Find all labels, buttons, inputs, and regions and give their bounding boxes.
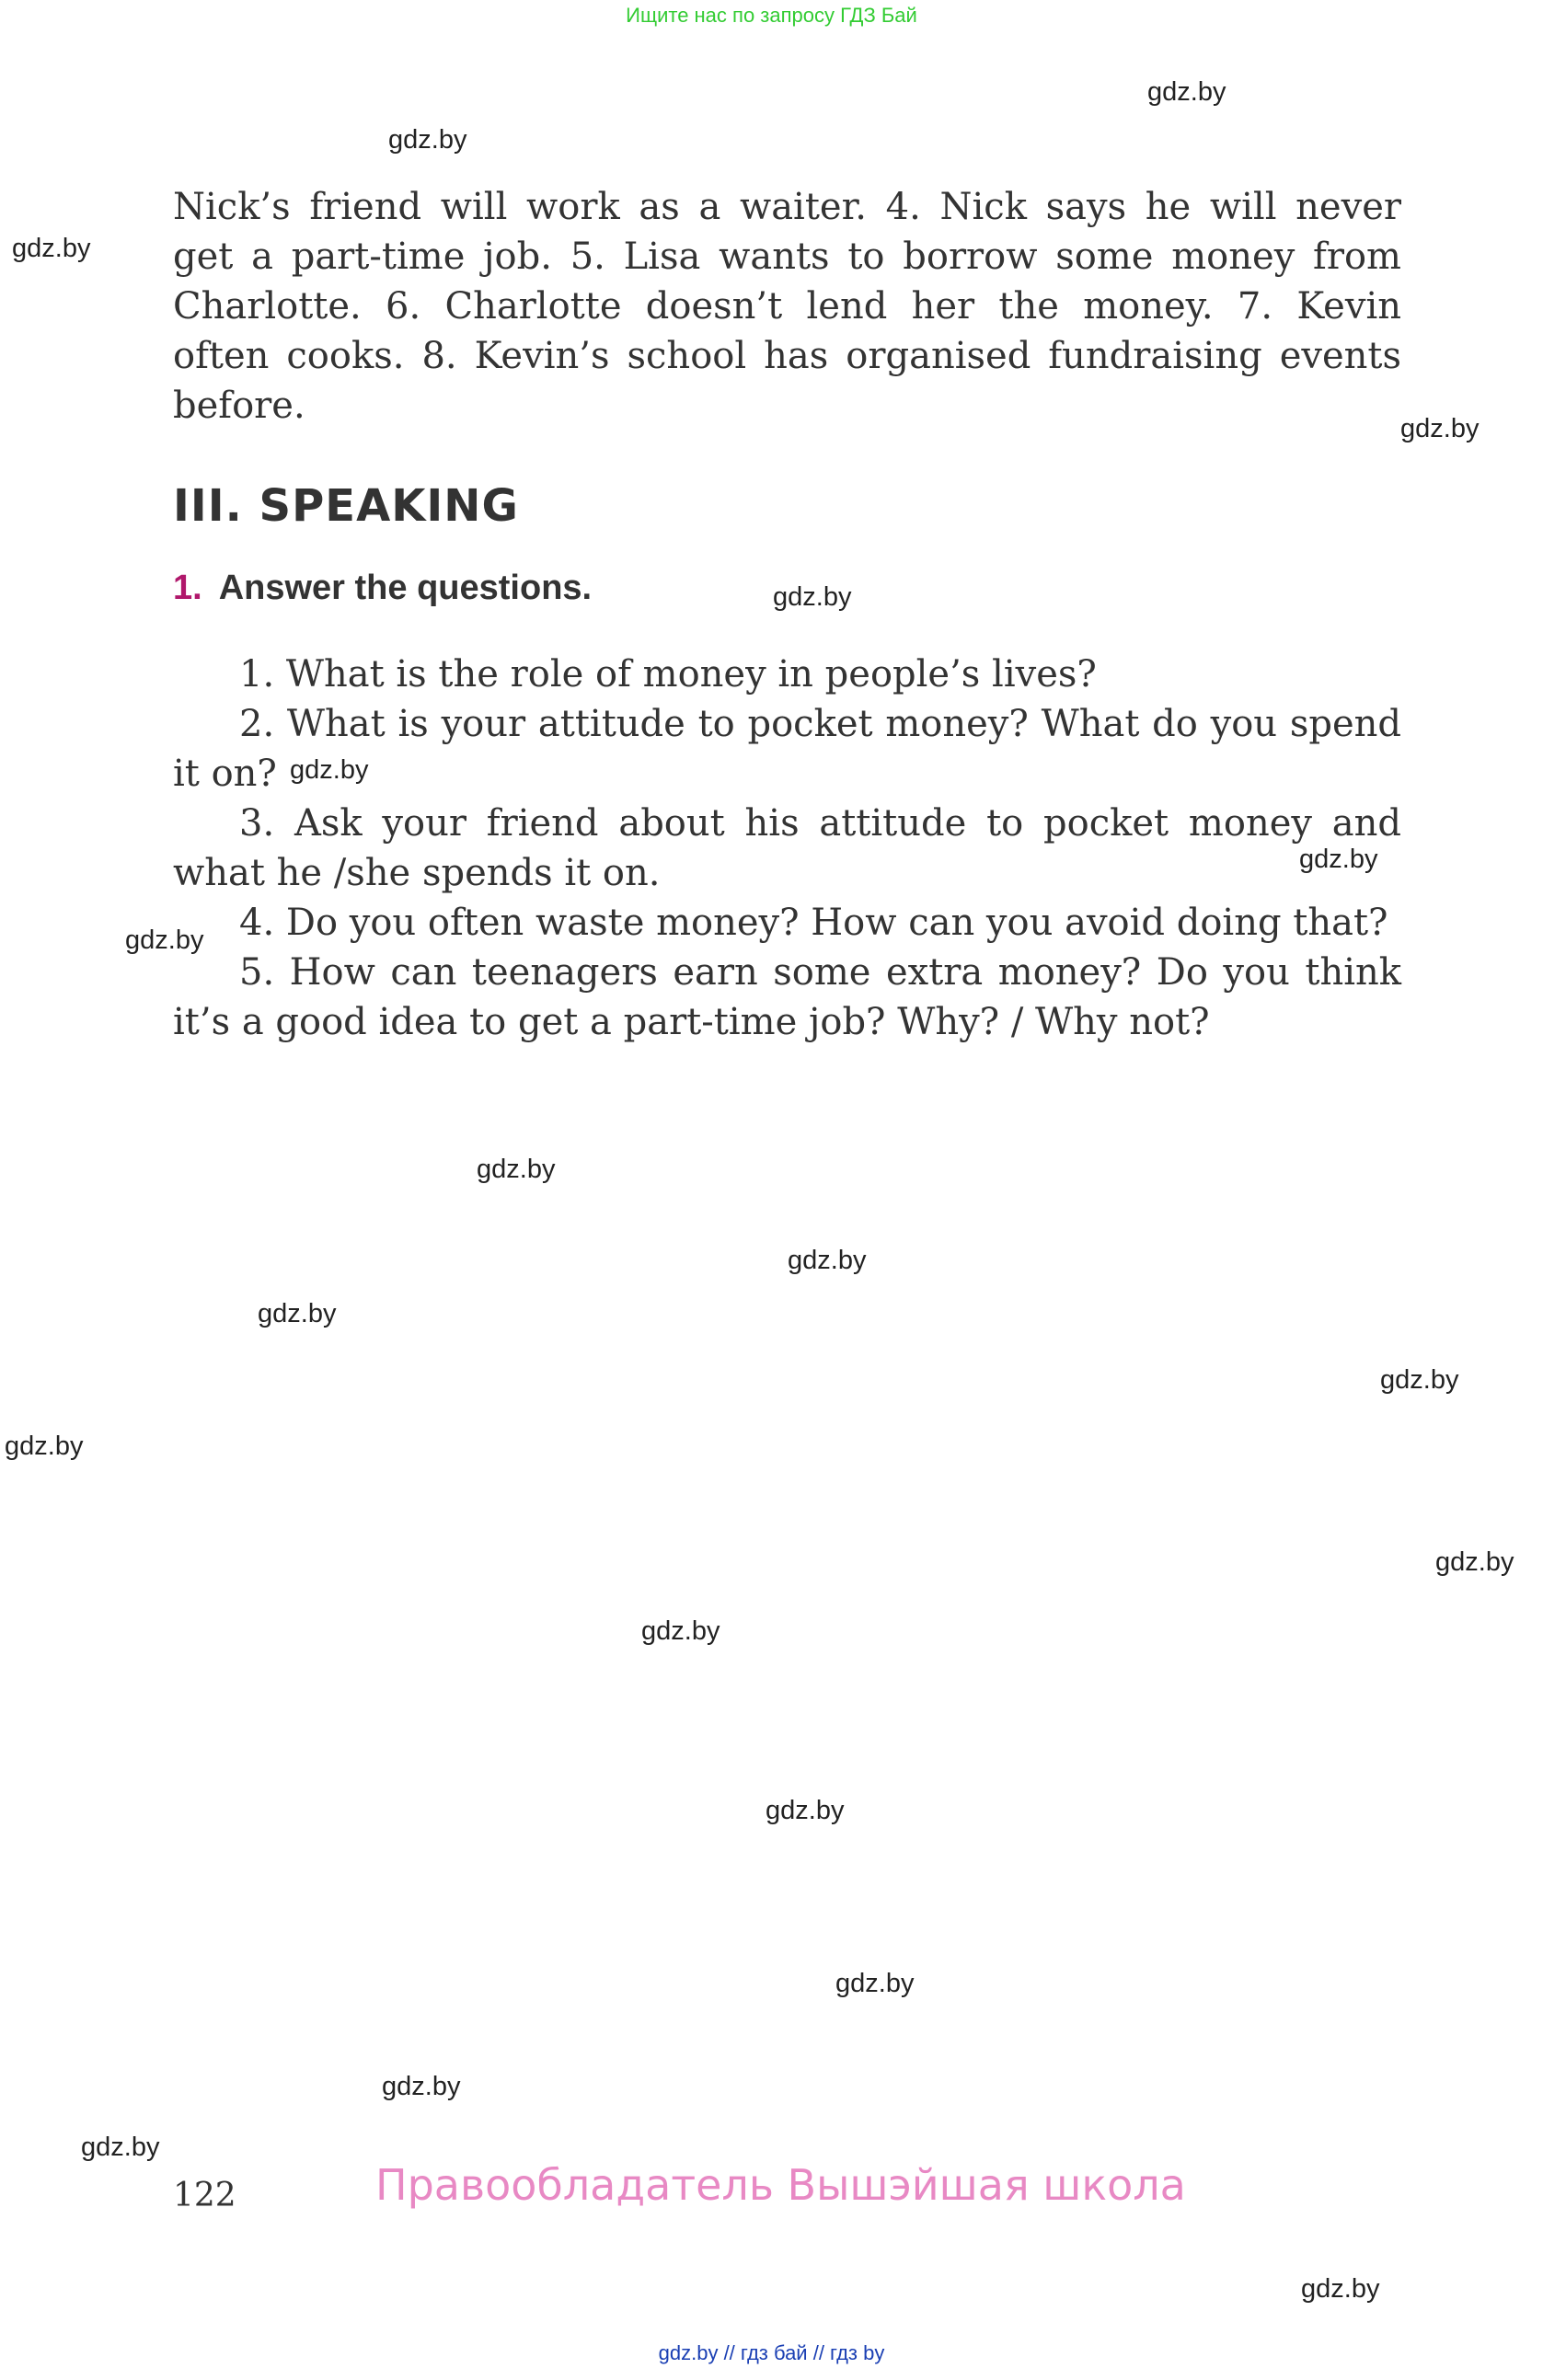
watermark: gdz.by [766,1796,845,1825]
watermark: gdz.by [5,1431,84,1461]
text-line: often cooks. 8. Kevin’s school has organised fundraising events [173,335,1401,377]
question-line: it’s a good idea to get a part-time job? Why? / Why not? [173,1001,1210,1043]
watermark: gdz.by [1147,77,1226,107]
watermark: gdz.by [1301,2274,1380,2304]
text-line: get a part-time job. 5. Lisa wants to borrow some money from [173,236,1401,278]
page-number: 122 [173,2177,236,2214]
task-title: Answer the questions. [218,569,593,607]
watermark: gdz.by [835,1969,915,1998]
watermark: gdz.by [12,234,91,263]
watermark: gdz.by [388,125,467,155]
watermark: gdz.by [125,926,204,955]
footer-links: gdz.by // гдз бай // гдз by [658,2341,885,2364]
watermark: gdz.by [1299,845,1378,874]
watermark: gdz.by [1380,1365,1459,1395]
watermark: gdz.by [382,2072,461,2101]
exercise-statements [173,182,1401,431]
question-line: it on? [173,753,277,795]
section-heading: III. SPEAKING [173,480,519,532]
watermark: gdz.by [81,2133,160,2162]
watermark: gdz.by [641,1616,720,1646]
watermark: gdz.by [290,755,369,785]
question-line: 1. What is the role of money in people’s lives? [239,653,1097,696]
rights-holder: Правообладатель Вышэйшая школа [375,2160,1186,2210]
text-line: Nick’s friend will work as a waiter. 4. Nick says he will never [173,186,1401,228]
task-heading [173,569,592,608]
question-line: 3. Ask your friend about his attitude to pocket money and [239,802,1401,845]
question-line: what he /she spends it on. [173,852,661,894]
watermark: gdz.by [1400,414,1480,443]
watermark: gdz.by [258,1299,337,1328]
top-banner: Ищите нас по запросу ГДЗ Бай [626,4,917,27]
questions-list [173,650,1401,1047]
watermark: gdz.by [477,1155,556,1184]
text-line: before. [173,385,305,427]
question-line: 4. Do you often waste money? How can you avoid doing that? [239,902,1388,944]
task-number: 1. [173,569,202,607]
question-line: 2. What is your attitude to pocket money? What do you spend [239,703,1401,745]
question-line: 5. How can teenagers earn some extra money? Do you think [239,951,1401,994]
watermark: gdz.by [773,582,852,612]
watermark: gdz.by [788,1246,867,1275]
watermark: gdz.by [1435,1547,1514,1577]
text-line: Charlotte. 6. Charlotte doesn’t lend her the money. 7. Kevin [173,285,1401,328]
